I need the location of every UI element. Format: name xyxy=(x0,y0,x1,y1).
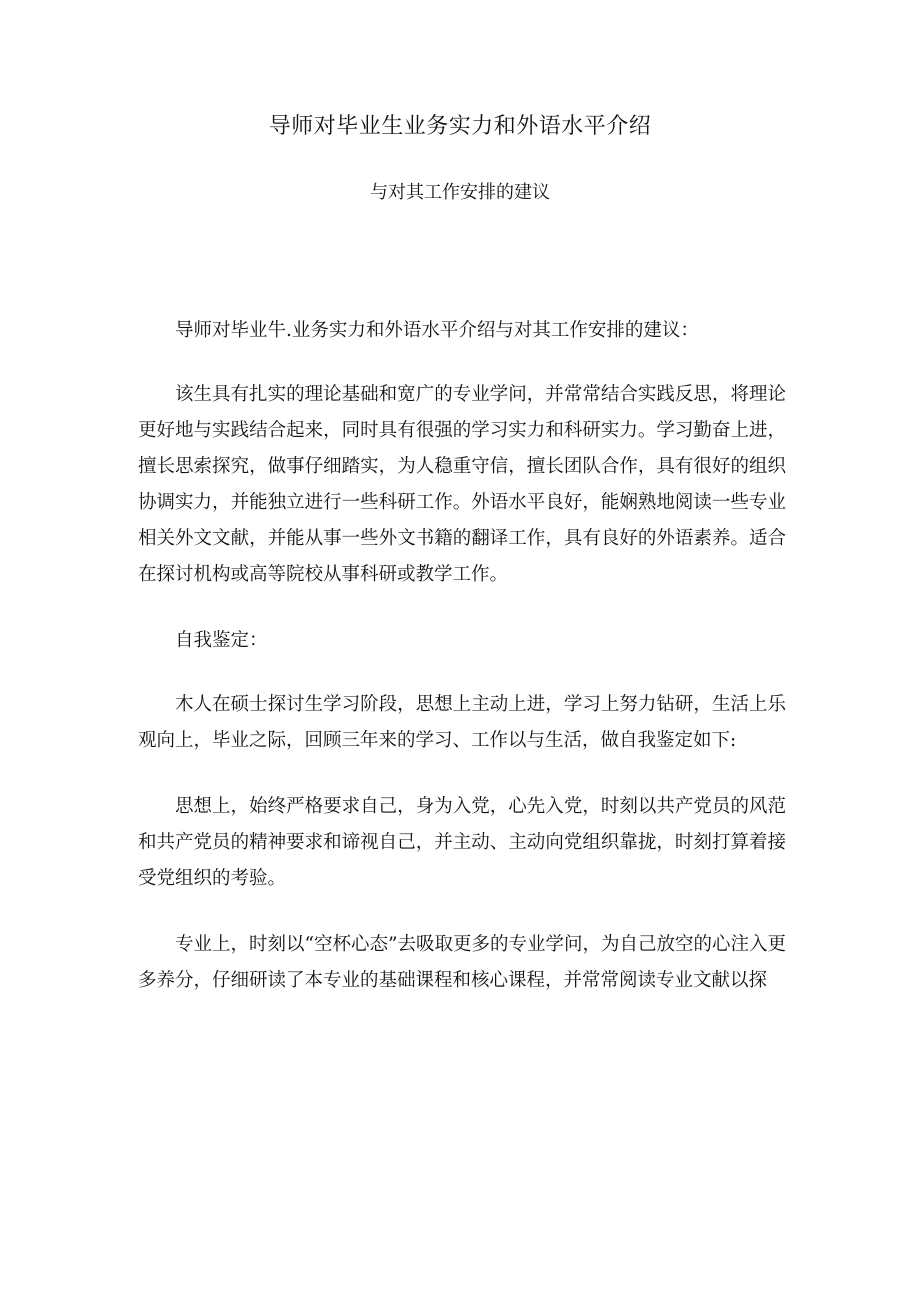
paragraph-self-evaluation-intro: 木人在硕士探讨生学习阶段，思想上主动上进，学习上努力钻研，生活上乐观向上，毕业之际，回顾三年来的学习、工作以与生活，做自我鉴定如下: xyxy=(138,694,786,751)
document-body xyxy=(138,313,786,1029)
paragraph-advisor-evaluation: 该生具有扎实的理论基础和宽广的专业学问，并常常结合实践反思，将理论更好地与实践结合起来，同时具有很强的学习实力和科研实力。学习勤奋上进，擅长思索探究，做事仔细踏实，为人稳重守信，擅长团队合作，具有很好的组织协调实力，并能独立进行一些科研工作。外语水平良好，能娴熟地阅读一些专业相关外文文献，并能从事一些外文书籍的翻译工作，具有良好的外语素养。适合在探讨机构或高等院校从事科研或教学工作。 xyxy=(138,384,786,585)
paragraph-self-evaluation-heading: 自我鉴定： xyxy=(175,630,268,651)
paragraph-professional: 专业上，时刻以“空杯心态”去吸取更多的专业学问，为自己放空的心注入更多养分，仔细研读了本专业的基础课程和核心课程，并常常阅读专业文献以探 xyxy=(138,934,786,991)
document-title: 导师对毕业生业务实力和外语水平介绍 xyxy=(268,114,652,139)
paragraph-advisor-heading: 导师对毕业牛.业务实力和外语水平介绍与对其工作安排的建议： xyxy=(175,320,699,341)
document-subtitle: 与对其工作安排的建议 xyxy=(370,182,550,203)
paragraph-ideology: 思想上，始终严格要求自己，身为入党，心先入党，时刻以共产党员的风范和共产党员的精神要求和谛视自己，并主动、主动向党组织靠拢，时刻打算着接受党组织的考验。 xyxy=(138,796,786,889)
